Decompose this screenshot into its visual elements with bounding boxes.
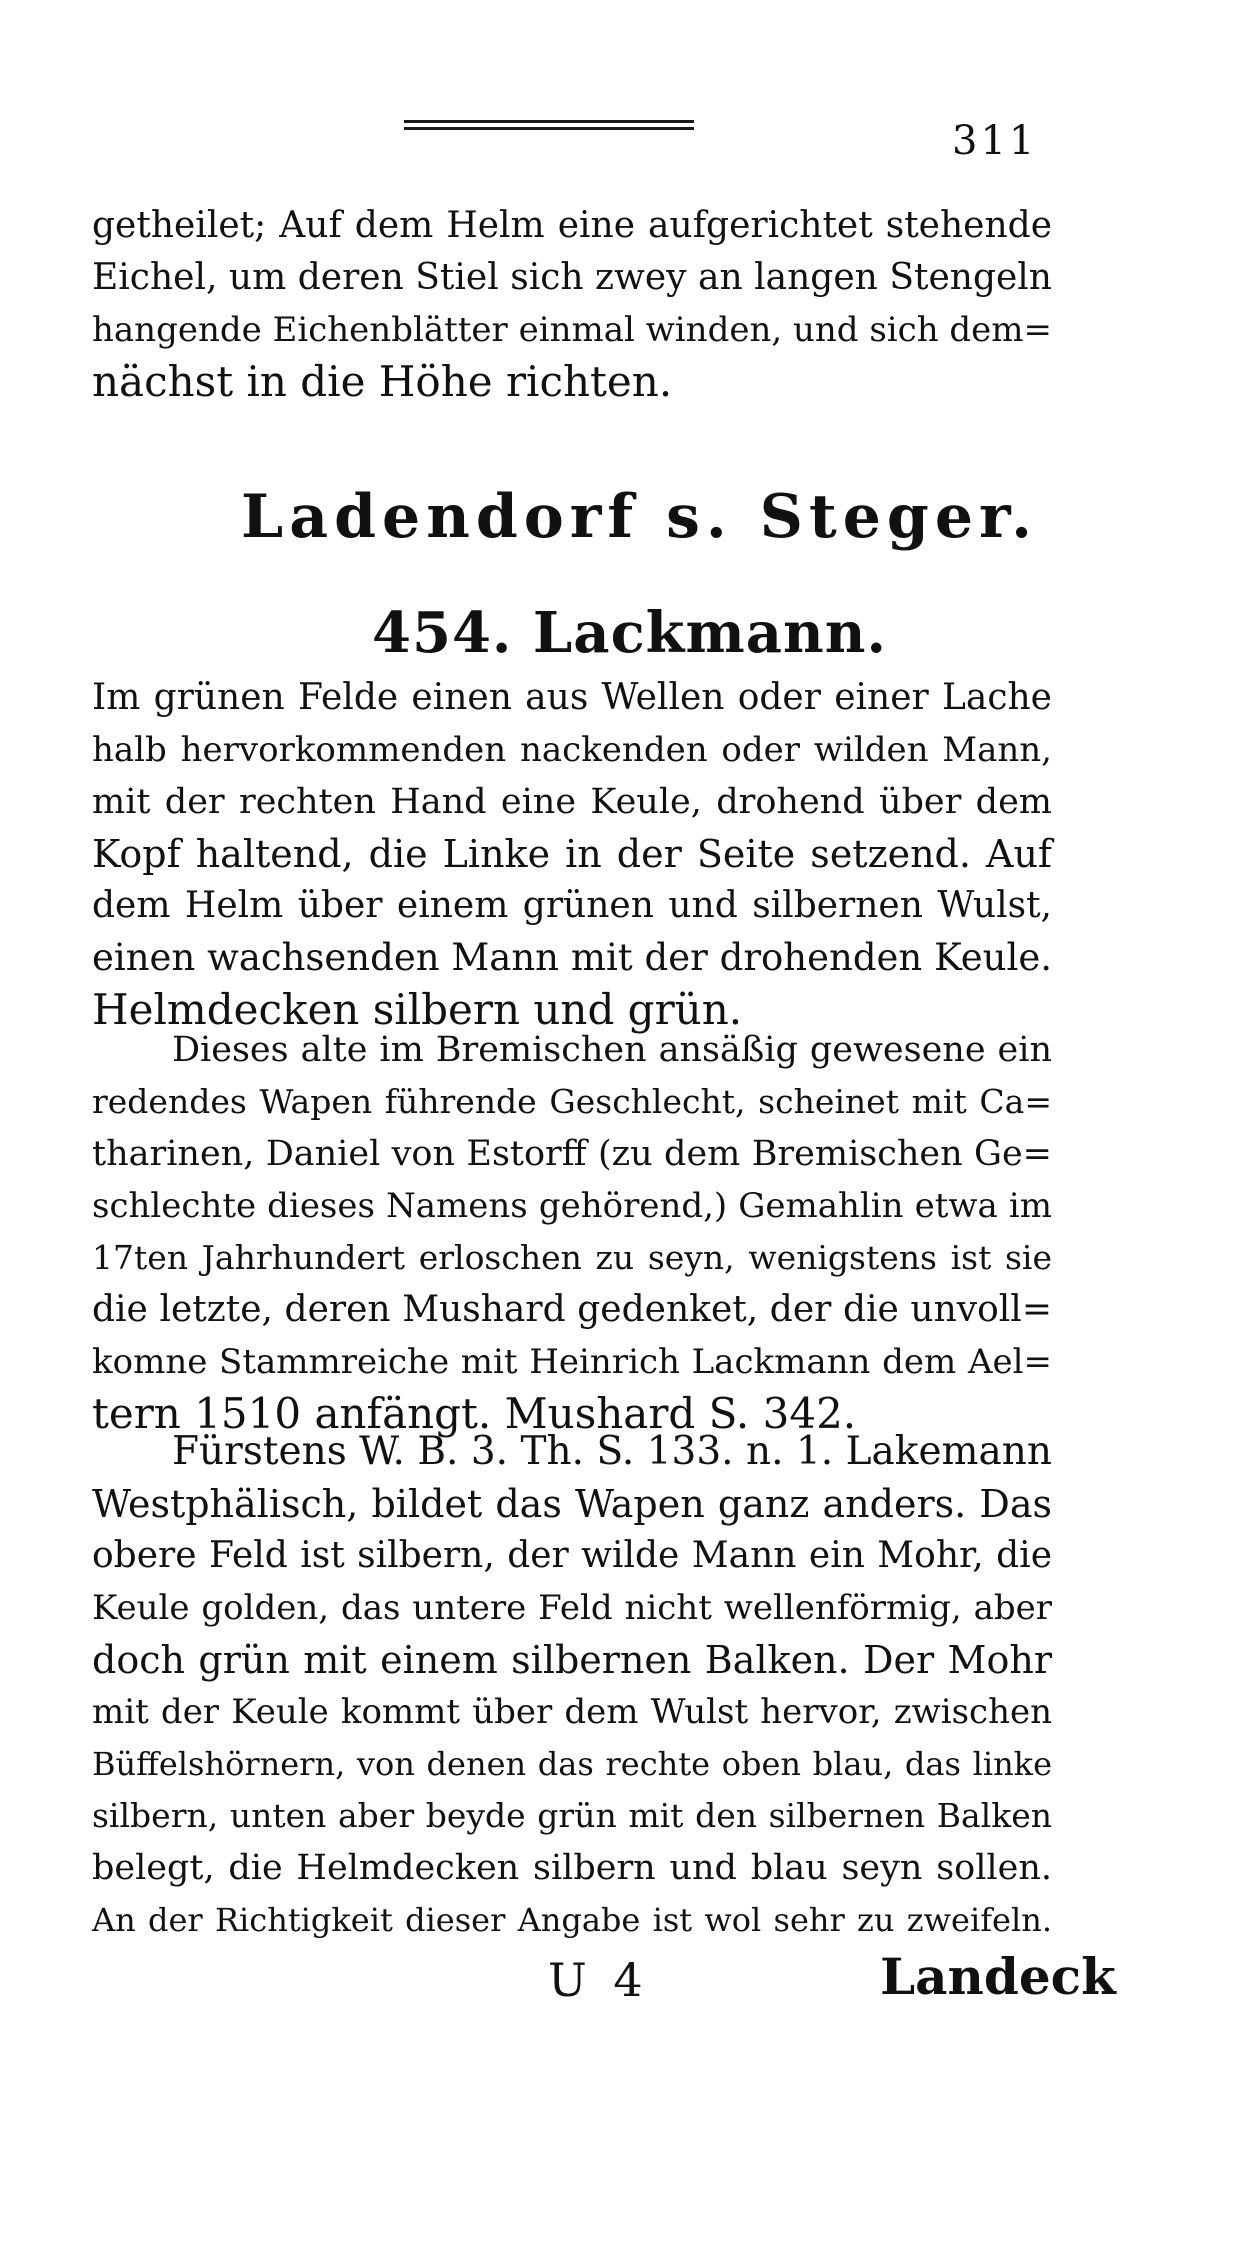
- text-line: tern 1510 anfängt. Mushard S. 342.: [92, 1389, 857, 1438]
- signature-mark: U 4: [548, 1953, 649, 2007]
- text-line: die letzte, deren Mushard gedenket, der die unvoll=: [92, 1289, 1052, 1330]
- text-line: Kopf haltend, die Linke in der Seite setzend. Auf: [92, 832, 1052, 876]
- text-line: An der Richtigkeit dieser Angabe ist wol sehr zu zweifeln.: [92, 1901, 1052, 1939]
- text-line: belegt, die Helmdecken silbern und blau seyn sollen.: [92, 1848, 1052, 1888]
- header-double-rule: [404, 120, 694, 134]
- page-number: 311: [952, 118, 1038, 164]
- entry-paragraph-3: [92, 1426, 1052, 1946]
- text-line: 17ten Jahrhundert erloschen zu seyn, wenigstens ist sie: [92, 1238, 1052, 1277]
- text-line: getheilet; Auf dem Helm eine aufgerichtet stehende: [92, 205, 1052, 246]
- text-line: mit der rechten Hand eine Keule, drohend über dem: [92, 782, 1052, 822]
- text-line: redendes Wapen führende Geschlecht, scheinet mit Ca=: [92, 1082, 1052, 1121]
- text-line: dem Helm über einem grünen und silbernen Wulst,: [92, 885, 1052, 926]
- entry-paragraph-2: [92, 1024, 1052, 1440]
- cross-reference-heading: Ladendorf s. Steger.: [241, 482, 1038, 552]
- text-line: Im grünen Felde einen aus Wellen oder einer Lache: [92, 677, 1052, 718]
- text-line: hangende Eichenblätter einmal winden, und sich dem=: [92, 310, 1053, 350]
- text-line: nächst in die Höhe richten.: [92, 357, 673, 406]
- catchword: Landeck: [880, 1947, 1116, 2006]
- text-line: Keule golden, das untere Feld nicht wellenförmig, aber: [92, 1588, 1052, 1628]
- text-line: halb hervorkommenden nackenden oder wilden Mann,: [92, 730, 1052, 770]
- text-line: tharinen, Daniel von Estorff (zu dem Bremischen Ge=: [92, 1134, 1052, 1174]
- text-line: Fürstens W. B. 3. Th. S. 133. n. 1. Lakemann: [172, 1429, 1052, 1474]
- text-line: Eichel, um deren Stiel sich zwey an langen Stengeln: [92, 257, 1052, 298]
- entry-heading: 454. Lackmann.: [372, 600, 887, 666]
- text-line: Dieses alte im Bremischen ansäßig gewesene ein: [172, 1030, 1052, 1070]
- text-line: komne Stammreiche mit Heinrich Lackmann dem Ael=: [92, 1342, 1052, 1382]
- continuation-paragraph: [92, 200, 1052, 408]
- entry-paragraph-1: [92, 672, 1052, 1036]
- text-line: obere Feld ist silbern, der wilde Mann ein Mohr, die: [92, 1535, 1052, 1576]
- text-line: schlechte dieses Namens gehörend,) Gemahlin etwa im: [92, 1186, 1052, 1226]
- text-line: Westphälisch, bildet das Wapen ganz anders. Das: [92, 1482, 1052, 1526]
- text-line: doch grün mit einem silbernen Balken. Der Mohr: [92, 1638, 1052, 1682]
- text-line: silbern, unten aber beyde grün mit den silbernen Balken: [92, 1796, 1052, 1835]
- text-line: Büffelshörnern, von denen das rechte oben blau, das linke: [92, 1745, 1052, 1783]
- text-line: Helmdecken silbern und grün.: [92, 985, 743, 1034]
- text-line: einen wachsenden Mann mit der drohenden Keule.: [92, 936, 1052, 979]
- text-line: mit der Keule kommt über dem Wulst hervor, zwischen: [92, 1692, 1052, 1732]
